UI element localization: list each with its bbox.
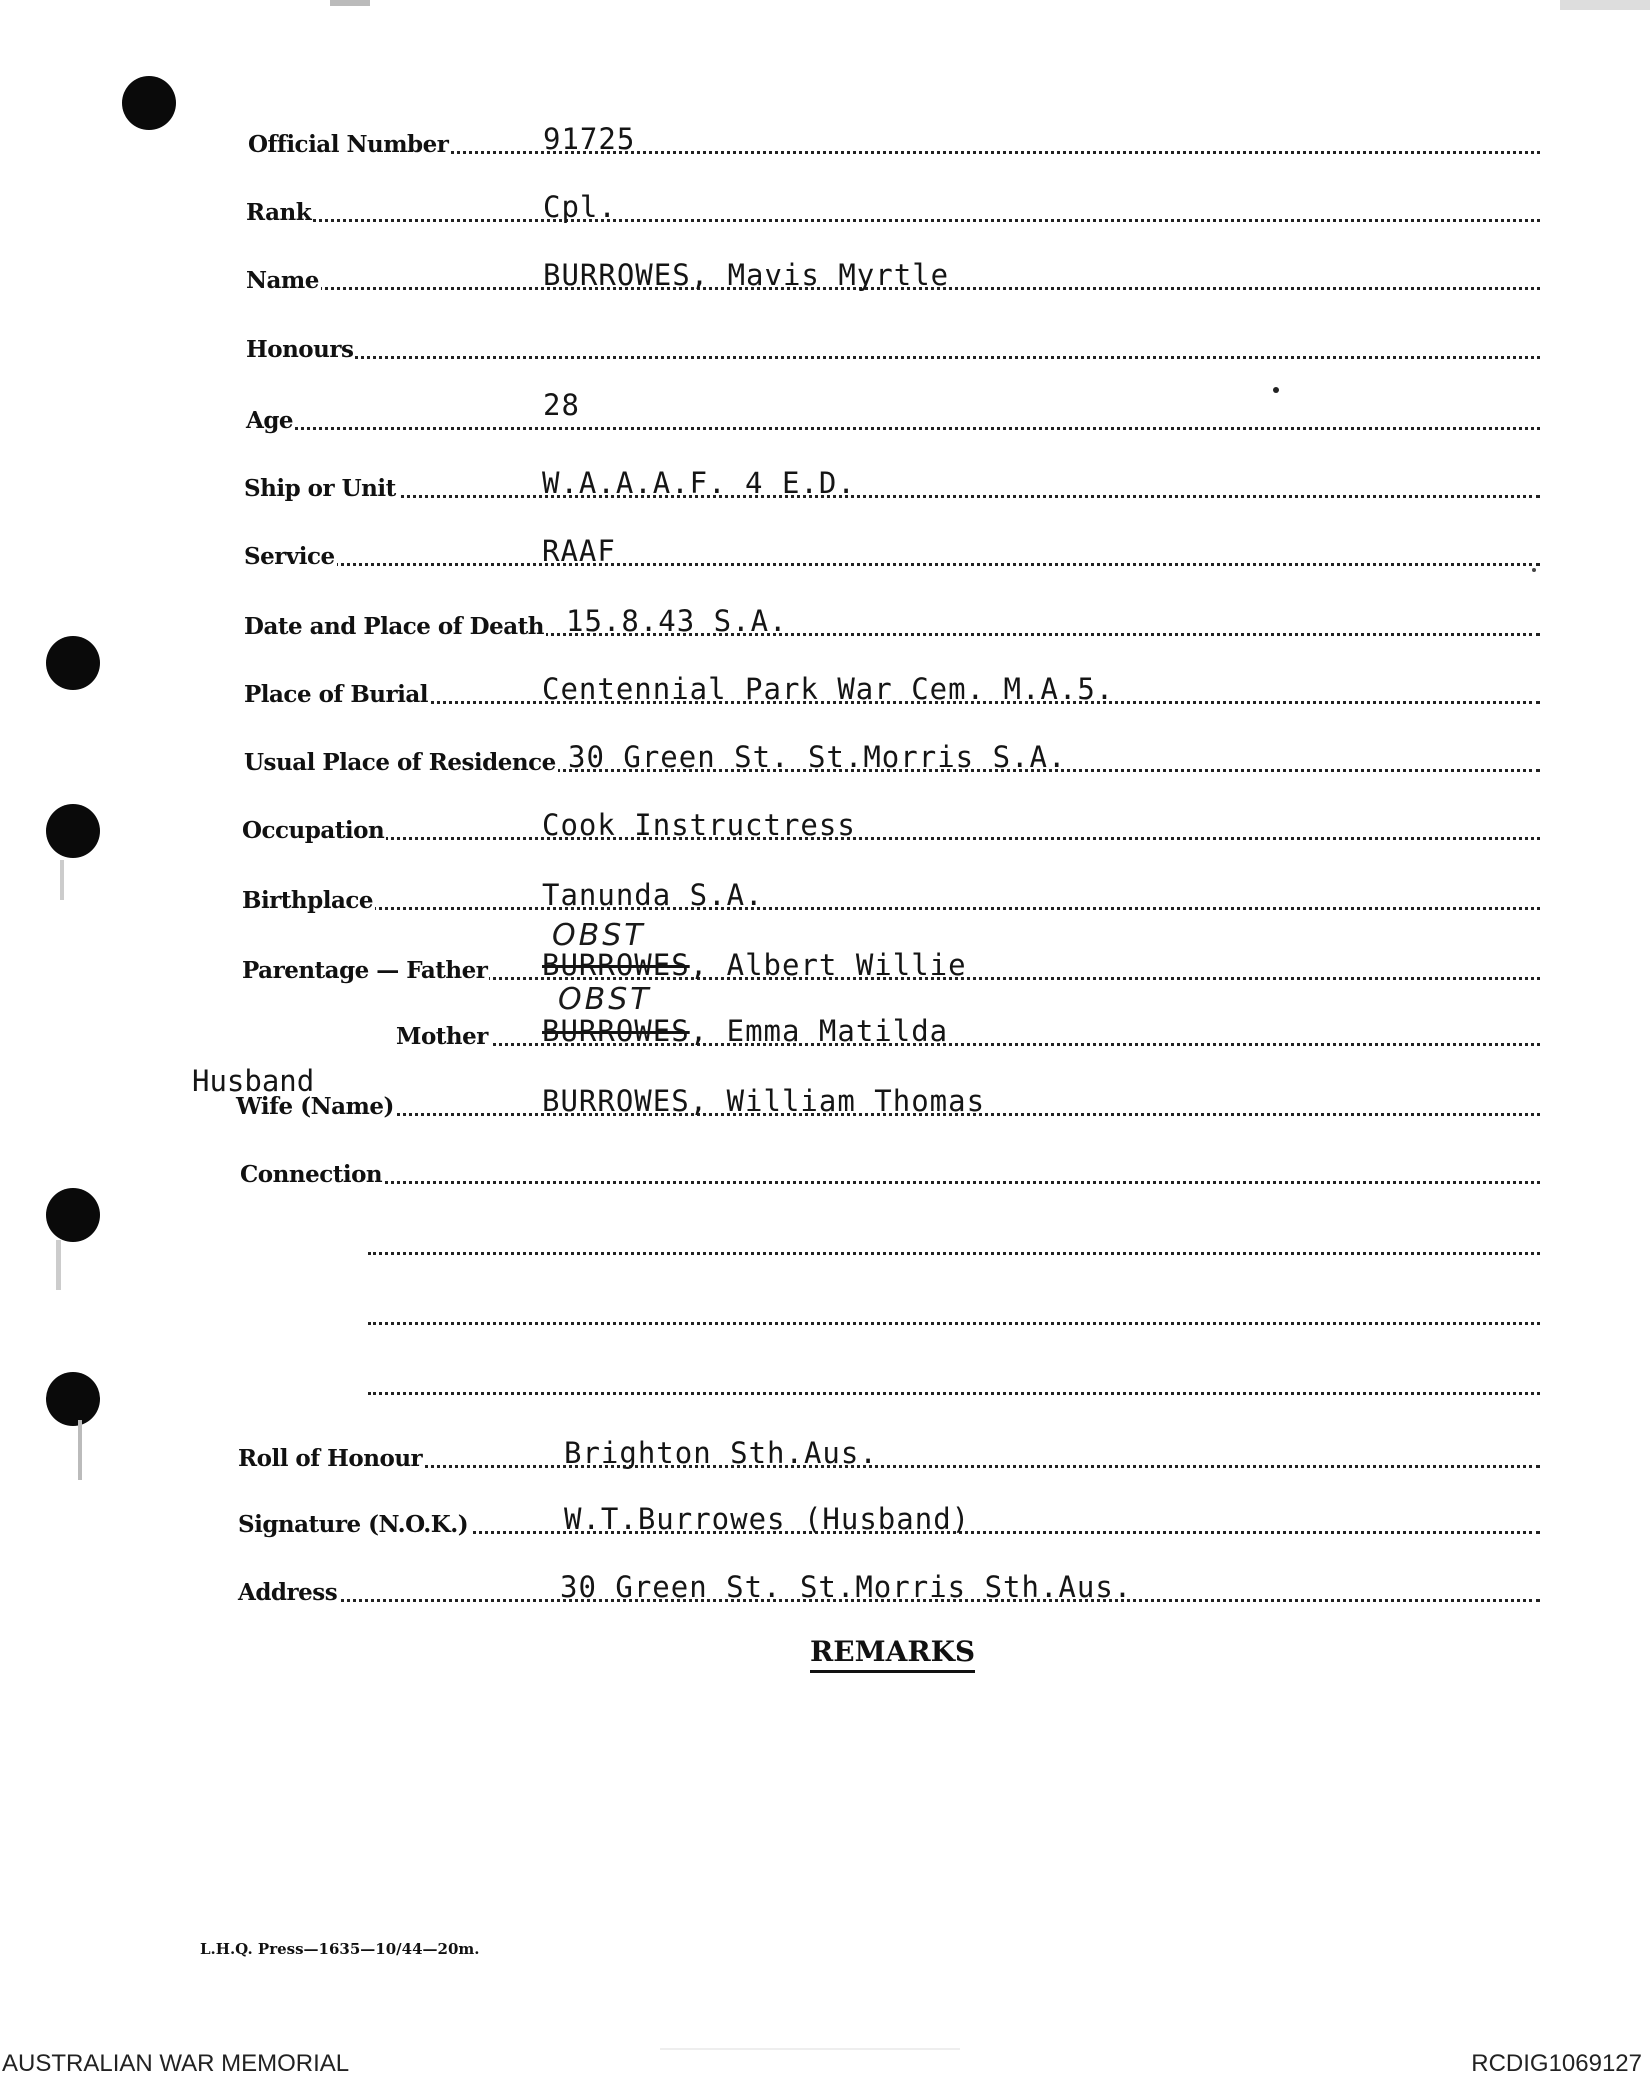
field-signature — [238, 1500, 1540, 1540]
dotted-line — [246, 356, 1540, 359]
field-rank — [246, 188, 1540, 228]
value-age: 28 — [543, 388, 580, 422]
field-date-place-death — [244, 602, 1540, 642]
label-date-place-death: Date and Place of Death — [244, 613, 544, 640]
connection-extra-line-3 — [368, 1392, 1540, 1395]
punch-hole-4 — [46, 1188, 100, 1242]
typed-correction-husband: Husband — [192, 1064, 315, 1098]
field-name — [246, 256, 1540, 296]
label-rank: Rank — [246, 199, 312, 226]
dotted-line — [242, 837, 1540, 840]
label-signature: Signature (N.O.K.) — [238, 1511, 469, 1538]
label-roll-of-honour: Roll of Honour — [238, 1445, 423, 1472]
label-occupation: Occupation — [242, 817, 385, 844]
printer-mark: L.H.Q. Press—1635—10/44—20m. — [200, 1940, 480, 1958]
field-ship-or-unit — [244, 464, 1540, 504]
handwritten-obst-father: OBST — [552, 918, 646, 953]
dotted-line — [240, 1181, 1540, 1184]
field-mother — [396, 1012, 1540, 1052]
field-age — [246, 388, 1540, 436]
dotted-line — [244, 495, 1540, 498]
label-father: Parentage — Father — [242, 957, 488, 984]
value-mother — [542, 1014, 948, 1048]
label-age: Age — [246, 407, 294, 434]
value-service: RAAF — [542, 534, 616, 568]
value-signature: W.T.Burrowes (Husband) — [564, 1502, 971, 1536]
value-place-of-burial: Centennial Park War Cem. M.A.5. — [542, 672, 1115, 706]
connection-extra-line-1 — [368, 1252, 1540, 1255]
remarks-heading: REMARKS — [810, 1635, 975, 1673]
dotted-line — [242, 907, 1540, 910]
label-name: Name — [246, 267, 319, 294]
field-place-of-burial — [244, 670, 1540, 710]
label-mother: Mother — [396, 1023, 488, 1050]
label-ship-or-unit: Ship or Unit — [244, 475, 396, 502]
footer-institution: AUSTRALIAN WAR MEMORIAL — [2, 2050, 350, 2077]
field-wife — [236, 1082, 1540, 1122]
field-service — [244, 532, 1540, 572]
label-usual-residence: Usual Place of Residence — [244, 749, 556, 776]
field-father — [242, 946, 1540, 986]
value-ship-or-unit: W.A.A.A.F. 4 E.D. — [542, 466, 856, 500]
label-wife: Wife (Name) — [236, 1093, 394, 1120]
label-official-number: Official Number — [248, 131, 449, 158]
footer-reference: RCDIG1069127 — [1471, 2050, 1642, 2077]
label-place-of-burial: Place of Burial — [244, 681, 428, 708]
value-date-place-death: 15.8.43 S.A. — [566, 604, 788, 638]
label-address: Address — [238, 1579, 338, 1606]
struck-surname-mother: BURROWES — [542, 1014, 690, 1048]
dotted-line — [244, 563, 1540, 566]
value-official-number: 91725 — [543, 122, 636, 156]
field-connection — [240, 1150, 1540, 1190]
punch-hole-3 — [46, 804, 100, 858]
value-usual-residence: 30 Green St. St.Morris S.A. — [568, 740, 1067, 774]
value-rank: Cpl. — [543, 190, 617, 224]
field-honours — [246, 325, 1540, 365]
label-connection: Connection — [240, 1161, 383, 1188]
value-name: BURROWES, Mavis Myrtle — [543, 258, 950, 292]
field-address — [238, 1568, 1540, 1608]
handwritten-obst-mother: OBST — [558, 982, 652, 1017]
value-roll-of-honour: Brighton Sth.Aus. — [564, 1436, 878, 1470]
label-service: Service — [244, 543, 335, 570]
field-roll-of-honour — [238, 1434, 1540, 1474]
father-given-names: , Albert Willie — [689, 948, 967, 982]
value-occupation: Cook Instructress — [542, 808, 856, 842]
punch-hole-5 — [46, 1372, 100, 1426]
field-usual-residence — [244, 738, 1540, 778]
value-address: 30 Green St. St.Morris Sth.Aus. — [560, 1570, 1133, 1604]
punch-hole-1 — [122, 76, 176, 130]
field-occupation — [242, 806, 1540, 846]
field-birthplace — [242, 876, 1540, 916]
dotted-line — [238, 1465, 1540, 1468]
value-birthplace: Tanunda S.A. — [542, 878, 764, 912]
dotted-line — [246, 219, 1540, 222]
punch-hole-2 — [46, 636, 100, 690]
value-father — [542, 948, 967, 982]
value-wife: BURROWES, William Thomas — [542, 1084, 986, 1118]
dotted-line — [246, 427, 1540, 430]
label-honours: Honours — [246, 336, 354, 363]
label-birthplace: Birthplace — [242, 887, 374, 914]
connection-extra-line-2 — [368, 1322, 1540, 1325]
field-official-number — [248, 120, 1540, 160]
mother-given-names: , Emma Matilda — [689, 1014, 949, 1048]
struck-surname-father: BURROWES — [542, 948, 690, 982]
